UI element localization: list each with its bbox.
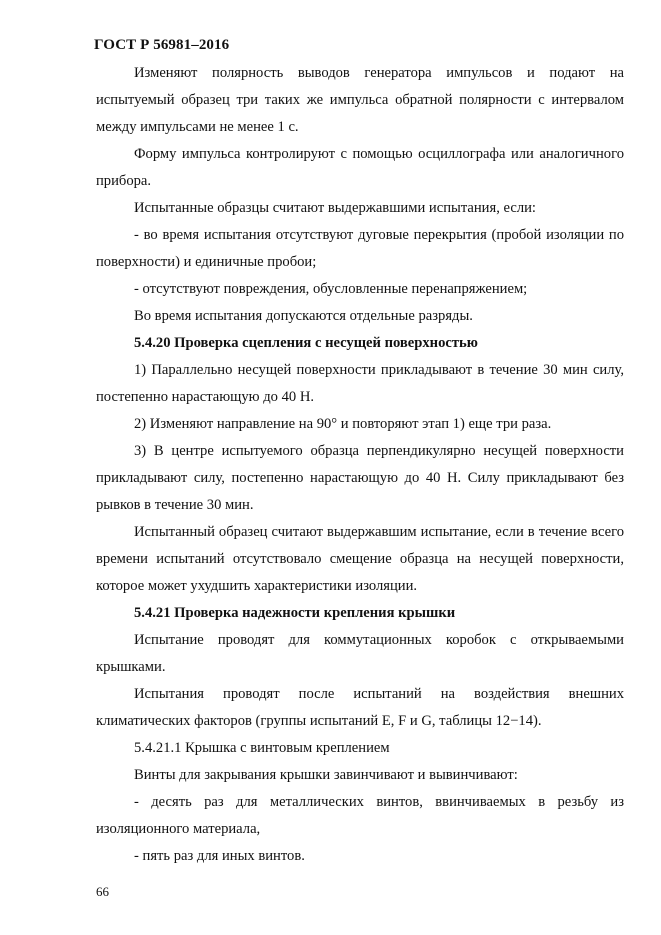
list-item: - во время испытания отсутствуют дуговые перекрытия (пробой изоляции по поверхности) и единичные пробои; bbox=[96, 227, 624, 270]
document-body bbox=[96, 60, 624, 870]
section-heading: 5.4.20 Проверка сцепления с несущей поверхностью bbox=[134, 335, 478, 351]
step-item: 3) В центре испытуемого образца перпендикулярно несущей поверхности прикладывают силу, постепенно нарастающую до 40 Н. Силу прикладывают без рывков в течение 30 мин. bbox=[96, 443, 624, 513]
paragraph: Форму импульса контролируют с помощью осциллографа или аналогичного прибора. bbox=[96, 146, 624, 189]
list-item: - отсутствуют повреждения, обусловленные перенапряжением; bbox=[134, 281, 528, 297]
section-heading: 5.4.21 Проверка надежности крепления крышки bbox=[134, 605, 456, 621]
step-item: 2) Изменяют направление на 90° и повторяют этап 1) еще три раза. bbox=[134, 416, 552, 432]
paragraph: Испытание проводят для коммутационных коробок с открываемыми крышками. bbox=[96, 632, 624, 675]
paragraph: Испытанный образец считают выдержавшим испытание, если в течение всего времени испытаний отсутствовало смещение образца на несущей поверхности, которое может ухудшить характеристики изоляции. bbox=[96, 524, 624, 594]
paragraph: Испытанные образцы считают выдержавшими испытания, если: bbox=[134, 200, 536, 216]
paragraph: Изменяют полярность выводов генератора импульсов и подают на испытуемый образец три таких же импульса обратной полярности с интервалом между импульсами не менее 1 с. bbox=[96, 65, 624, 135]
paragraph: Во время испытания допускаются отдельные разряды. bbox=[134, 308, 473, 324]
subsection-heading: 5.4.21.1 Крышка с винтовым креплением bbox=[134, 740, 390, 756]
paragraph: Испытания проводят после испытаний на воздействия внешних климатических факторов (группы испытаний E, F и G, таблицы 12−14). bbox=[96, 686, 624, 729]
page-number: 66 bbox=[96, 884, 109, 899]
list-item: - пять раз для иных винтов. bbox=[134, 848, 305, 864]
paragraph: Винты для закрывания крышки завинчивают и вывинчивают: bbox=[134, 767, 518, 783]
list-item: - десять раз для металлических винтов, ввинчиваемых в резьбу из изоляционного материала, bbox=[96, 794, 624, 837]
document-code-header: ГОСТ Р 56981–2016 bbox=[94, 37, 230, 53]
step-item: 1) Параллельно несущей поверхности прикладывают в течение 30 мин силу, постепенно нарастающую до 40 Н. bbox=[96, 362, 624, 405]
